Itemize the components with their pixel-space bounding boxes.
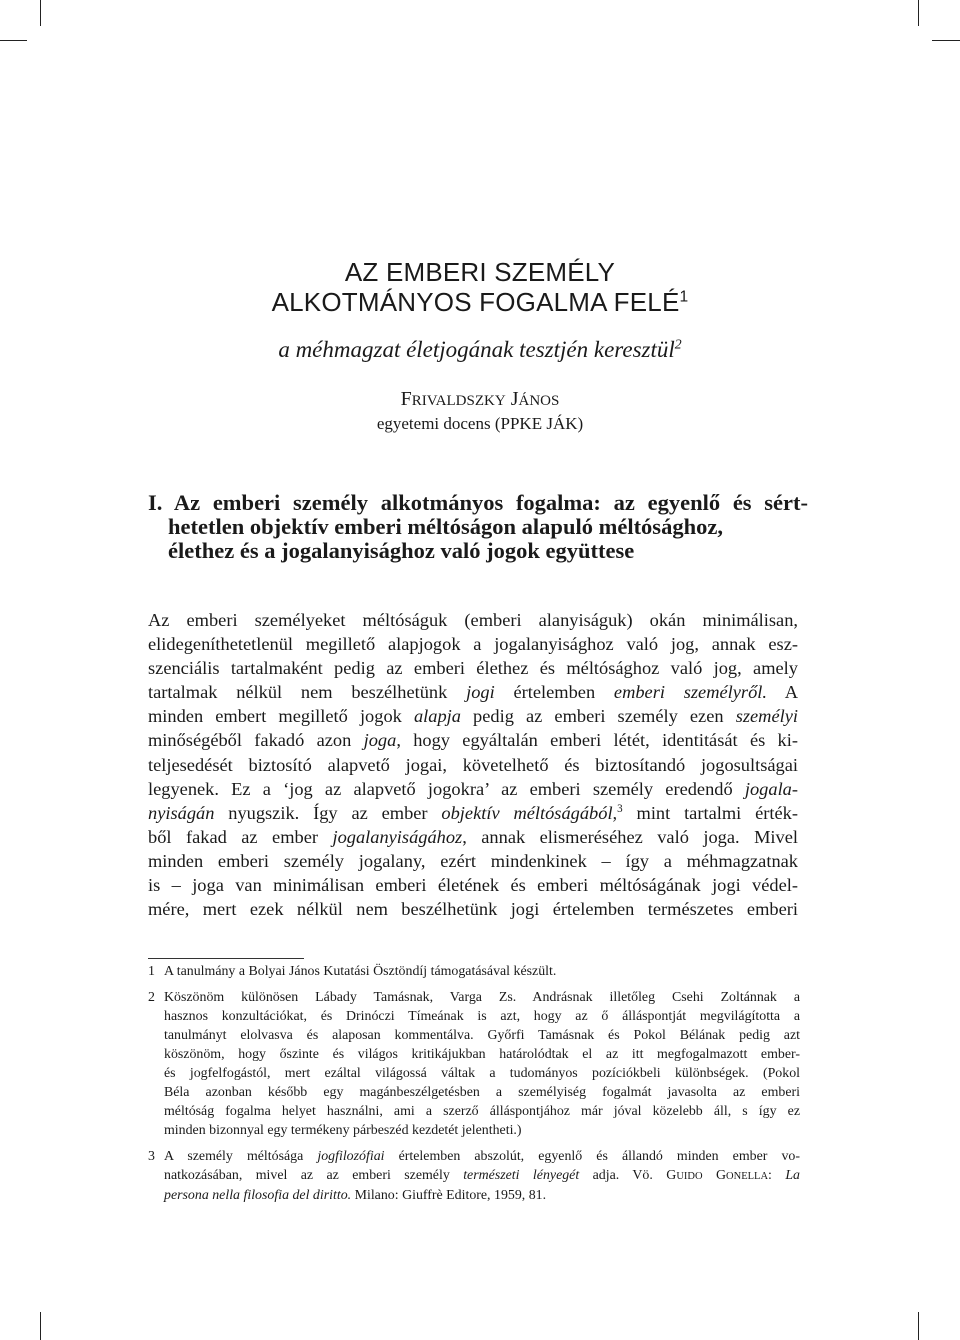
- crop-mark-top-right-horizontal: [932, 40, 960, 41]
- footnote-3-line-3-b: Milano: Giuffrè Editore, 1959, 81.: [351, 1188, 547, 1203]
- footnote-3-line-2-d: G: [666, 1168, 677, 1183]
- footnote-3-line-2-a: natkozásában, mivel az az emberi személy: [164, 1168, 464, 1183]
- body-line-5: [148, 704, 798, 728]
- footnote-1-line-1: A tanulmány a Bolyai János Kutatási Ösztöndíj támogatásával készült.: [164, 964, 557, 979]
- footnote-3-line-2-g: ONELLA: [726, 1171, 769, 1182]
- footnote-3-line-2-i: La: [785, 1168, 800, 1183]
- body-line-5-d: személyi: [735, 706, 798, 727]
- body-line-9: [148, 801, 798, 825]
- footnote-2-line-6: Béla azonban később egy magánbeszélgetésben a személyiség fogalmát javasolta az emberi: [164, 1085, 800, 1100]
- footnote-3-line-2: [164, 1166, 800, 1186]
- author-initial-2: J: [510, 388, 519, 410]
- body-line-10: [148, 825, 798, 849]
- body-line-1: Az emberi személyeket méltóságuk (emberi alanyiságuk) okán minimálisan,: [148, 610, 798, 630]
- body-line-13: mére, mert ezek nélkül nem beszélhetünk jogi értelemben természetes emberi: [148, 899, 798, 920]
- body-line-3: szenciális tartalmaként pedig az emberi élethez és méltósághoz való jog, amely: [148, 658, 798, 679]
- body-line-6-a: minőségéből fakadó azon: [148, 730, 364, 751]
- body-line-4-e: A: [766, 682, 799, 703]
- body-line-12: is – joga van minimálisan emberi életének és emberi méltóságának jogi védel-: [148, 875, 798, 896]
- body-line-6-c: , hogy egyáltalán emberi létét, identitását és ki-: [396, 730, 798, 751]
- body-line-8-b: jogala-: [744, 778, 798, 799]
- footnote-3-line-2-h: :: [768, 1168, 786, 1183]
- body-line-8-a: legyenek. Ez a ‘jog az alapvető jogokra’ az emberi személy eredendő: [148, 778, 745, 799]
- article-title-line-1: AZ EMBERI SZEMÉLY: [344, 257, 616, 287]
- body-paragraph: [148, 608, 798, 921]
- footnote-number: 1: [148, 964, 155, 979]
- body-line-9-b: nyugszik. Így az ember: [214, 802, 442, 823]
- body-line-10-c: , annak elismeréséhez való joga. Mivel: [462, 826, 798, 847]
- footnote-ref-1: 1: [679, 288, 689, 306]
- footnote-separator: [148, 958, 304, 959]
- crop-mark-bottom-left-vertical: [40, 1312, 41, 1340]
- body-line-10-a: ből fakad az ember: [148, 826, 333, 847]
- article-subtitle-text: a méhmagzat életjogának tesztjén keresztül: [278, 337, 675, 362]
- body-line-5-a: minden embert megillető jogok: [148, 706, 414, 727]
- section-heading: [148, 491, 808, 563]
- body-line-6-b: joga: [363, 730, 397, 751]
- footnote-2-line-8: minden bizonnyal egy termékeny párbeszéd kezdetét jelentheti.): [164, 1123, 522, 1138]
- footnotes: [148, 962, 800, 1205]
- body-line-2: elidegeníthetetlenül megillető alapjogok a jogalanyisághoz való jog, annak esz-: [148, 634, 798, 655]
- author-surname-rest: RIVALDSZKY: [411, 393, 506, 409]
- footnote-3-line-3-a: persona nella filosofia del diritto.: [164, 1188, 352, 1203]
- footnote-2-line-3: tanulmányt elolvasva és alaposan kommentálva. Győrfi Tamásnak és Pokol Bélának pedig azt: [164, 1028, 800, 1043]
- crop-mark-bottom-right-vertical: [918, 1312, 919, 1340]
- footnote-2-line-2: hasznos konzultációkat, és Drinóczi Tímeának is azt, hogy az ő álláspontját megvilágította a: [164, 1009, 800, 1024]
- article-title-line-2: [0, 287, 960, 317]
- footnote-1: [148, 962, 800, 981]
- body-line-6: [148, 728, 798, 752]
- footnote-3-line-2-e: UIDO: [676, 1171, 703, 1182]
- body-line-11: minden emberi személy jogalany, ezért mindenkinek – így a méhmagzatnak: [148, 850, 798, 871]
- footnote-ref-2: 2: [674, 336, 682, 352]
- body-line-4-c: értelemben: [494, 682, 614, 703]
- footnote-3-line-1: [164, 1147, 800, 1166]
- footnote-3-line-1-c: értelemben abszolút, egyenlő és állandó minden ember vo-: [384, 1149, 800, 1164]
- body-line-9-d: mint tartalmi érték-: [622, 802, 798, 823]
- author-initial-1: F: [400, 388, 412, 410]
- body-line-5-c: pedig az emberi személy ezen: [460, 706, 736, 727]
- footnote-2: [148, 988, 800, 1140]
- footnote-number: 3: [148, 1149, 155, 1164]
- footnote-2-line-1: Köszönöm különösen Lábady Tamásnak, Varga Zs. Andrásnak illetőleg Csehi Zoltánnak a: [164, 990, 800, 1005]
- footnote-3-line-3: [164, 1186, 800, 1205]
- author-affiliation: egyetemi docens (PPKE JÁK): [376, 414, 584, 433]
- body-line-8: [148, 777, 798, 801]
- footnote-3-line-1-a: A személy méltósága: [164, 1149, 318, 1164]
- footnote-3-line-2-c: adja. Vö.: [579, 1168, 667, 1183]
- body-line-5-b: alapja: [413, 706, 461, 727]
- article-subtitle: [0, 337, 960, 363]
- footnote-3-line-2-f: G: [702, 1168, 727, 1183]
- body-line-9-c: objektív méltóságából,: [441, 802, 618, 823]
- author-given-rest: ÁNOS: [518, 393, 560, 409]
- section-heading-line-1: I. Az emberi személy alkotmányos fogalma: az egyenlő és sért-: [148, 490, 808, 515]
- section-heading-line-2: hetetlen objektív emberi méltóságon alapuló méltósághoz,: [168, 514, 723, 539]
- footnote-3-line-1-b: jogfilozófiai: [317, 1149, 385, 1164]
- footnote-2-line-4: köszönöm, hogy őszinte és világos kritikájukban határolódtak el az itt megfogalmazott ember-: [164, 1047, 800, 1062]
- footnote-2-line-7: méltóság fogalma helyet használni, ami a szerző álláspontjához már jóval közelebb áll, s így ez: [164, 1104, 800, 1119]
- body-line-4: [148, 680, 798, 704]
- crop-mark-top-left-horizontal: [0, 40, 27, 41]
- body-line-9-a: nyiságán: [148, 802, 215, 823]
- body-line-4-b: jogi: [466, 682, 495, 703]
- footnote-3: [148, 1147, 800, 1205]
- article-title-line-2-text: ALKOTMÁNYOS FOGALMA FELÉ: [271, 287, 680, 317]
- crop-mark-top-left-vertical: [40, 0, 41, 26]
- footnote-3-line-2-b: természeti lényegét: [463, 1168, 580, 1183]
- body-line-4-a: tartalmak nélkül nem beszélhetünk: [148, 682, 467, 703]
- footnote-number: 2: [148, 990, 155, 1005]
- body-line-4-d: emberi személyről.: [613, 682, 767, 703]
- author-name: [0, 388, 960, 411]
- crop-mark-top-right-vertical: [918, 0, 919, 26]
- section-heading-line-3: élethez és a jogalanyisághoz való jogok együttese: [168, 538, 635, 563]
- body-line-7: teljesedését biztosító alapvető jogai, követelhető és biztosítandó jogosultságai: [148, 754, 798, 775]
- body-line-10-b: jogalanyiságához: [332, 826, 463, 847]
- footnote-ref-3: 3: [617, 802, 623, 815]
- footnote-2-line-5: és jogfelfogástól, mert ezáltal világossá váltak a tudományos pozíciókbeli különbségek. (Pokol: [164, 1066, 800, 1081]
